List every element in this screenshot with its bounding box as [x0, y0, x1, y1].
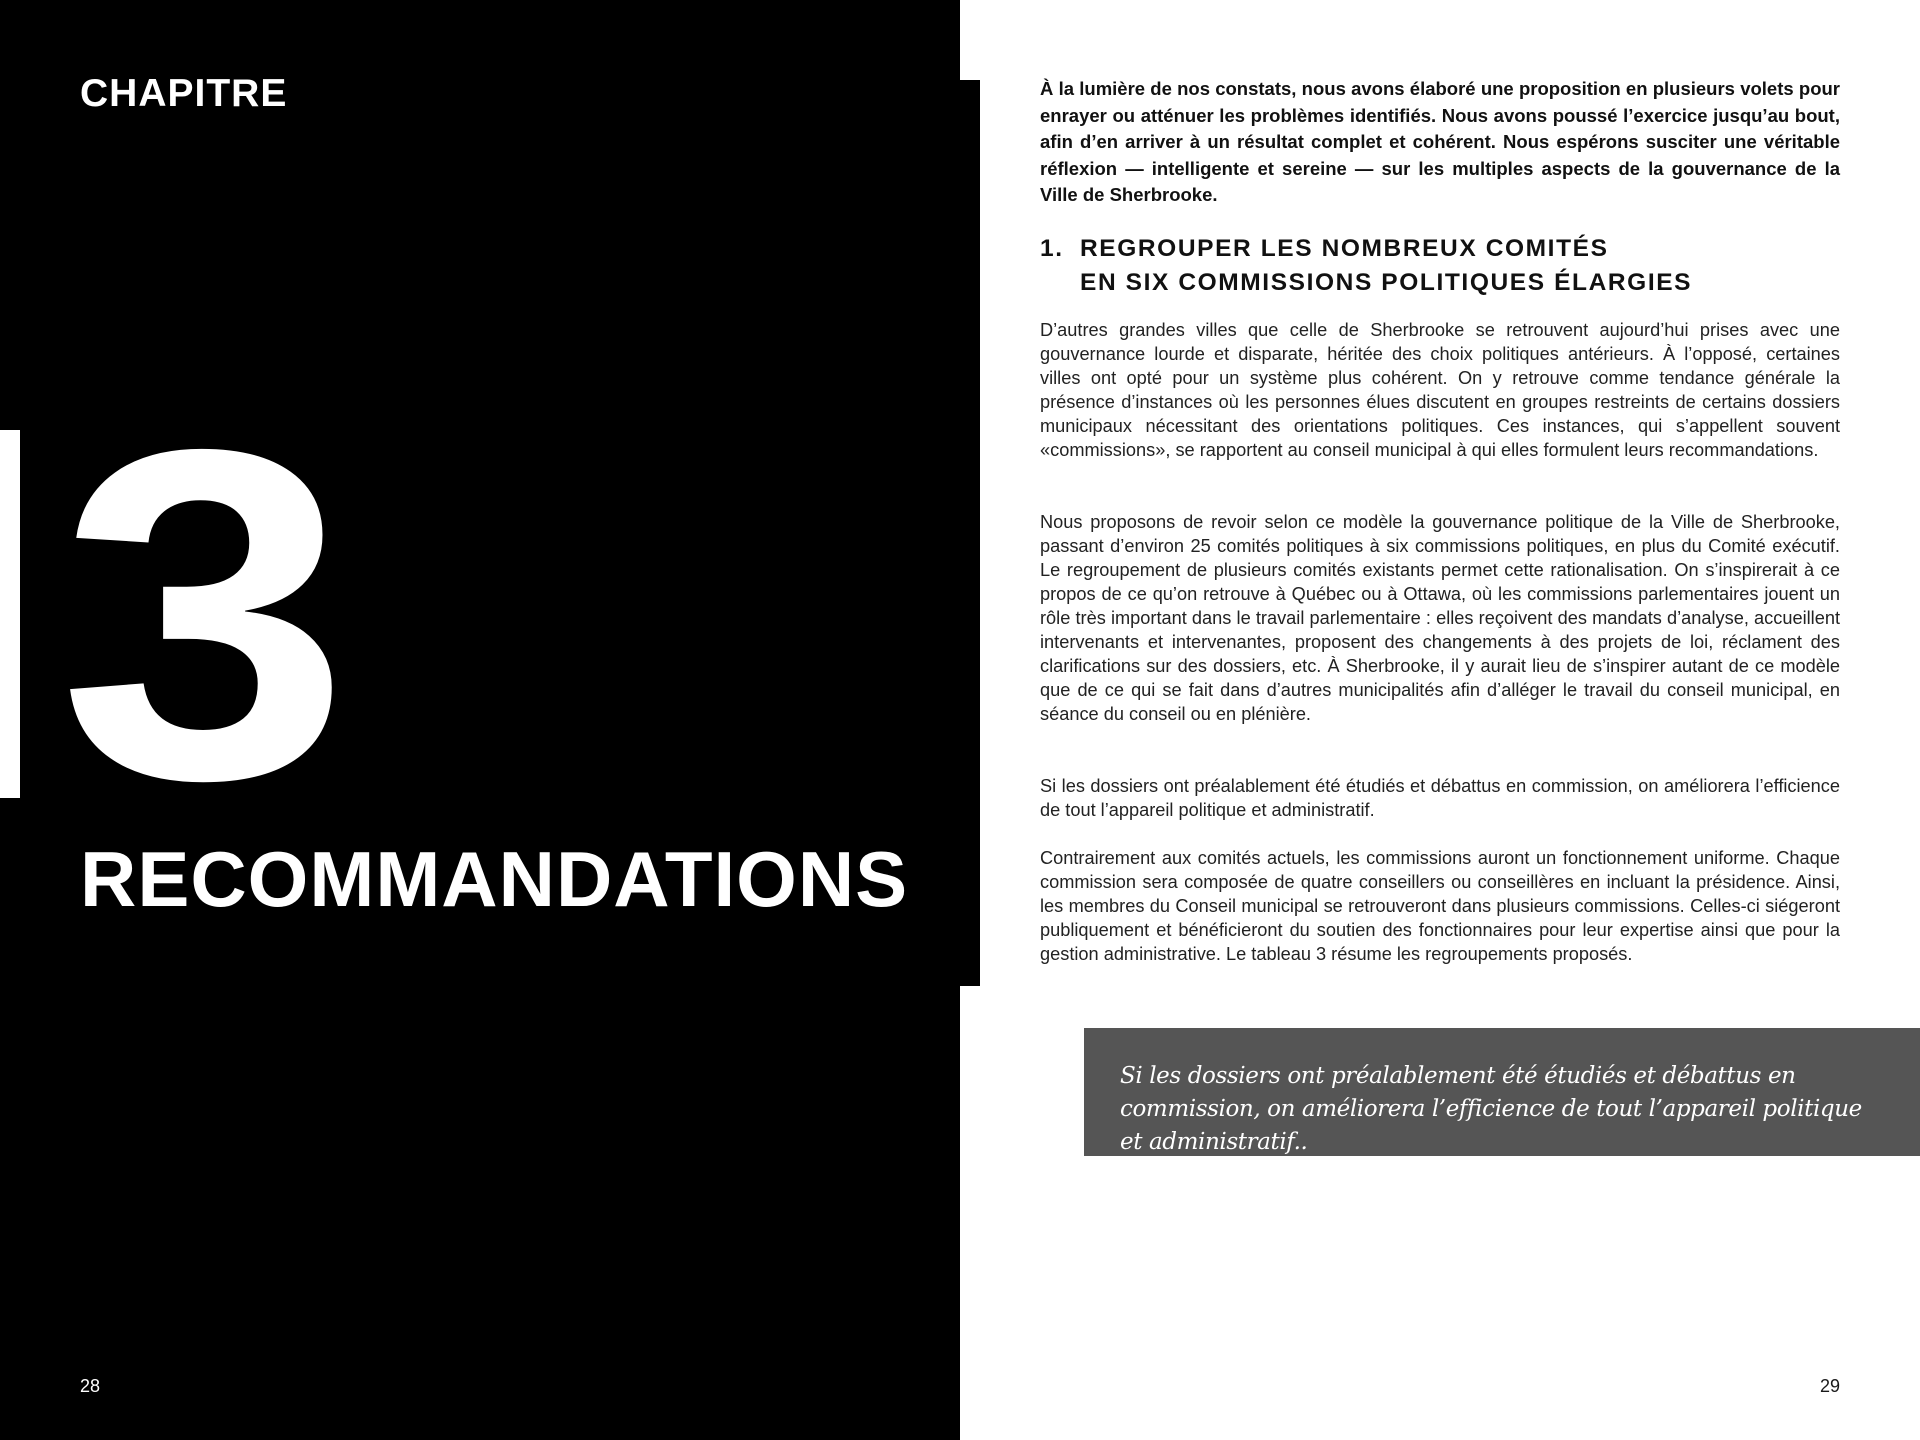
- chapter-marker-bar: [0, 430, 20, 798]
- body-paragraph-1: D’autres grandes villes que celle de Sherbrooke se retrouvent aujourd’hui prises avec une gouvernance lourde et disparate, héritée des choix politiques antérieurs. À l’opposé, certaines villes ont opté pour un système plus cohérent. On y retrouve comme tendance générale la présence d’instances où les personnes élues discutent en groupes restreints de certains dossiers municipaux nécessitant des orientations politiques. Ces instances, qui s’appellent souvent «commissions», se rapportent au conseil municipal à qui elles formulent leurs recommandations.: [1040, 320, 1840, 460]
- section-title-line2: EN SIX COMMISSIONS POLITIQUES ÉLARGIES: [1080, 269, 1693, 296]
- chapter-label: CHAPITRE: [80, 72, 288, 115]
- section-title-line1: REGROUPER LES NOMBREUX COMITÉS: [1080, 235, 1609, 262]
- body-paragraph-3: Si les dossiers ont préalablement été étudiés et débattus en commission, on améliorera l’efficience de tout l’appareil politique et administratif.: [1040, 776, 1840, 820]
- body-paragraph-2: Nous proposons de revoir selon ce modèle la gouvernance politique de la Ville de Sherbrooke, passant d’environ 25 comités politiques à six commissions politiques, en plus du Comité exécutif. Le regroupement de plusieurs comités existants permet cette rationalisation. On s’inspirerait à ce propos de ce qu’on retrouve à Québec ou à Ottawa, où les commissions parlementaires jouent un rôle très important dans le travail parlementaire : elles reçoivent des mandats d’analyse, accueillent intervenants et intervenantes, proposent des changements à des projets de loi, réclament des clarifications sur des dossiers, etc. À Sherbrooke, il y aurait lieu de s’inspirer autant de ce modèle que de ce qui se fait dans d’autres municipalités afin d’alléger le travail du conseil municipal, en séance du conseil ou en plénière.: [1040, 512, 1840, 724]
- page-number-left: 28: [80, 1376, 101, 1396]
- chapter-title: RECOMMANDATIONS: [80, 835, 909, 923]
- section-number: 1.: [1040, 235, 1064, 262]
- chapter-tab: [960, 80, 980, 986]
- intro-paragraph: À la lumière de nos constats, nous avons élaboré une proposition en plusieurs volets pour enrayer ou atténuer les problèmes identifiés. Nous avons poussé l’exercice jusqu’au bout, afin d’en arriver à un résultat complet et cohérent. Nous espérons susciter une véritable réflexion — intelligente et sereine — sur les multiples aspects de la gouvernance de la Ville de Sherbrooke.: [1040, 78, 1840, 205]
- pull-quote-text: Si les dossiers ont préalablement été étudiés et débattus en commission, on améliorera l’efficience de tout l’appareil politique et administratif..: [1120, 1063, 1862, 1155]
- body-paragraph-4: Contrairement aux comités actuels, les commissions auront un fonctionnement uniforme. Chaque commission sera composée de quatre conseillers ou conseillères en incluant la présidence. Ainsi, les membres du Conseil municipal se retrouveront dans plusieurs commissions. Celles-ci siégeront publiquement et bénéficieront du soutien des fonctionnaires pour leur expertise ainsi que pour la gestion administrative. Le tableau 3 résume les regroupements proposés.: [1040, 848, 1840, 964]
- page-number-right: 29: [1819, 1376, 1840, 1396]
- pull-quote-box: [1084, 1028, 1920, 1156]
- section-heading: [1040, 232, 1840, 300]
- chapter-number: 3: [58, 352, 340, 877]
